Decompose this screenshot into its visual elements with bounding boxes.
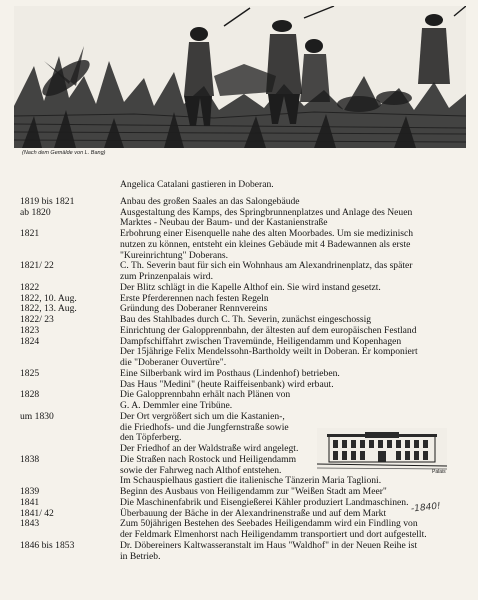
entry-text — [120, 229, 465, 261]
entry-text — [120, 180, 465, 191]
entry-text — [120, 283, 465, 294]
entry-text-line: Erbohrung einer Eisenquelle nahe des alten Moorbades. Um sie medizinisch — [120, 228, 414, 239]
entry-year: 1822/ 23 — [20, 314, 54, 325]
entry-text — [120, 369, 465, 391]
entry-text-line: Der Ort vergrößert sich um die Kastanien-, — [120, 410, 285, 422]
entry-text-line: C. Th. Severin baut für sich ein Wohnhaus am Alexandrinenplatz, das später — [120, 260, 413, 272]
entry-year: 1821 — [20, 228, 40, 239]
entry-text-line: Anbau des großen Saales an das Salongebäude — [120, 195, 300, 207]
chronology-entry — [0, 541, 478, 563]
entry-text-line: Marktes - Neubau der Baum- und der Kastanienstraße — [120, 217, 328, 229]
entry-text-line: sowie der Fahrweg nach Althof entstehen. — [120, 464, 282, 476]
chronology-entry — [0, 498, 478, 509]
chronology-entry — [0, 180, 478, 191]
entry-text-line: Angelica Catalani gastieren in Doberan. — [120, 179, 274, 190]
entry-text-line: die "Doberaner Ouvertüre". — [120, 357, 227, 368]
entry-year: 1822 — [20, 281, 40, 293]
entry-year: 1838 — [20, 453, 40, 465]
entry-text — [120, 541, 465, 563]
entry-year: 1819 bis 1821 — [20, 195, 75, 207]
entry-text-line: Die Maschinenfabrik und Eisengießerei Kähler produziert Landmaschinen. — [120, 496, 409, 508]
chronology-entry — [0, 229, 478, 261]
entry-text — [120, 337, 465, 369]
entry-text-line: G. A. Demmler eine Tribüne. — [120, 400, 233, 411]
entry-text-line: Überbauung der Bäche in der Alexandrinenstraße und auf dem Markt — [120, 507, 387, 519]
chronology-entry — [0, 197, 478, 208]
entry-year: 1823 — [20, 324, 40, 336]
entry-year: 1841 — [20, 496, 40, 508]
entry-year: 1828 — [20, 389, 40, 401]
entry-text-line: die Friedhofs- und die Jungfernstraße sowie — [120, 421, 289, 433]
entry-text — [120, 390, 465, 412]
entry-text-line: Dr. Döbereiners Kaltwasseranstalt im Haus "Waldhof" in der Neuen Reihe ist — [120, 539, 418, 551]
entry-text-line: Dampfschiffahrt zwischen Travemünde, Heiligendamm und Kopenhagen — [120, 335, 402, 347]
entry-text-line: Im Schauspielhaus gastiert die italienische Tänzerin Maria Taglioni. — [120, 475, 382, 487]
chronology-entry — [0, 208, 478, 230]
palais-label: Palais — [432, 469, 446, 475]
entry-year: 1822, 10. Aug. — [20, 292, 77, 304]
entry-text-line: den Töpferberg. — [120, 432, 182, 444]
entry-text-line: Ausgestaltung des Kamps, des Springbrunnenplatzes und Anlage des Neuen — [120, 206, 413, 218]
entry-text-line: "Kureinrichtung" Doberans. — [120, 249, 229, 261]
chronology-entry — [0, 369, 478, 391]
entry-year: 1821/ 22 — [20, 260, 54, 272]
entry-year: 1825 — [20, 367, 40, 379]
entry-text-line: Einrichtung der Galopprennbahn, der ältesten auf dem europäischen Festland — [120, 324, 417, 336]
entry-text-line: Der 15jährige Felix Mendelssohn-Bartholdy weilt in Doberan. Er komponiert — [120, 346, 418, 358]
entry-text-line: Beginn des Ausbaus von Heiligendamm zur "Weißen Stadt am Meer" — [120, 486, 387, 497]
entry-text-line: Gründung des Doberaner Rennvereins — [120, 303, 268, 315]
entry-text — [120, 208, 465, 230]
image-caption: (Nach dem Gemälde von L. Bang) — [22, 150, 106, 156]
handwritten-note: -1840! — [410, 501, 442, 515]
palais-illustration — [317, 428, 447, 470]
entry-text-line: in Betrieb. — [120, 550, 161, 562]
entry-year: 1839 — [20, 486, 40, 497]
entry-text-line: nutzen zu können, entsteht ein kleines Gebäude mit 4 Badewannen als erste — [120, 238, 411, 250]
entry-year: 1822, 13. Aug. — [20, 303, 77, 315]
entry-text-line: der Feldmark Elmenhorst nach Heiligendamm transportiert und dort aufgestellt. — [120, 529, 427, 540]
entry-text-line: Der Friedhof an der Waldstraße wird angelegt. — [120, 443, 299, 454]
entry-text-line: Die Straßen nach Rostock und Heiligendamm — [120, 453, 297, 465]
entry-text — [120, 197, 465, 208]
chronology-list — [0, 180, 478, 562]
entry-year: um 1830 — [20, 410, 54, 422]
chronology-entry — [0, 326, 478, 337]
entry-text-line: Eine Silberbank wird im Posthaus (Lindenhof) betrieben. — [120, 367, 340, 379]
entry-text-line: Der Blitz schlägt in die Kapelle Althof ein. Sie wird instand gesetzt. — [120, 281, 381, 293]
entry-text-line: Zum 50jährigen Bestehen des Seebades Heiligendamm wird ein Findling von — [120, 518, 418, 530]
chronology-entry — [0, 283, 478, 294]
engraving-hunting-scene — [14, 6, 466, 148]
chronology-entry — [0, 337, 478, 369]
entry-text — [120, 261, 465, 283]
entry-text-line: Die Galopprennbahn erhält nach Plänen von — [120, 389, 291, 401]
entry-text-line: zum Prinzenpalais wird. — [120, 271, 213, 282]
entry-text-line: Das Haus "Medini" (heute Raiffeisenbank) wird erbaut. — [120, 378, 334, 390]
entry-year: 1843 — [20, 518, 40, 530]
chronology-entry — [0, 519, 478, 541]
entry-year: ab 1820 — [20, 206, 51, 218]
entry-year: 1824 — [20, 335, 40, 347]
entry-text-line: Erste Pferderennen nach festen Regeln — [120, 292, 269, 304]
entry-year: 1841/ 42 — [20, 507, 54, 519]
entry-year: 1846 bis 1853 — [20, 539, 75, 551]
entry-text-line: Bau des Stahlbades durch C. Th. Severin, zunächst eingeschossig — [120, 314, 372, 325]
chronology-entry — [0, 261, 478, 283]
entry-text — [120, 519, 465, 541]
entry-text — [120, 326, 465, 337]
chronology-entry — [0, 390, 478, 412]
